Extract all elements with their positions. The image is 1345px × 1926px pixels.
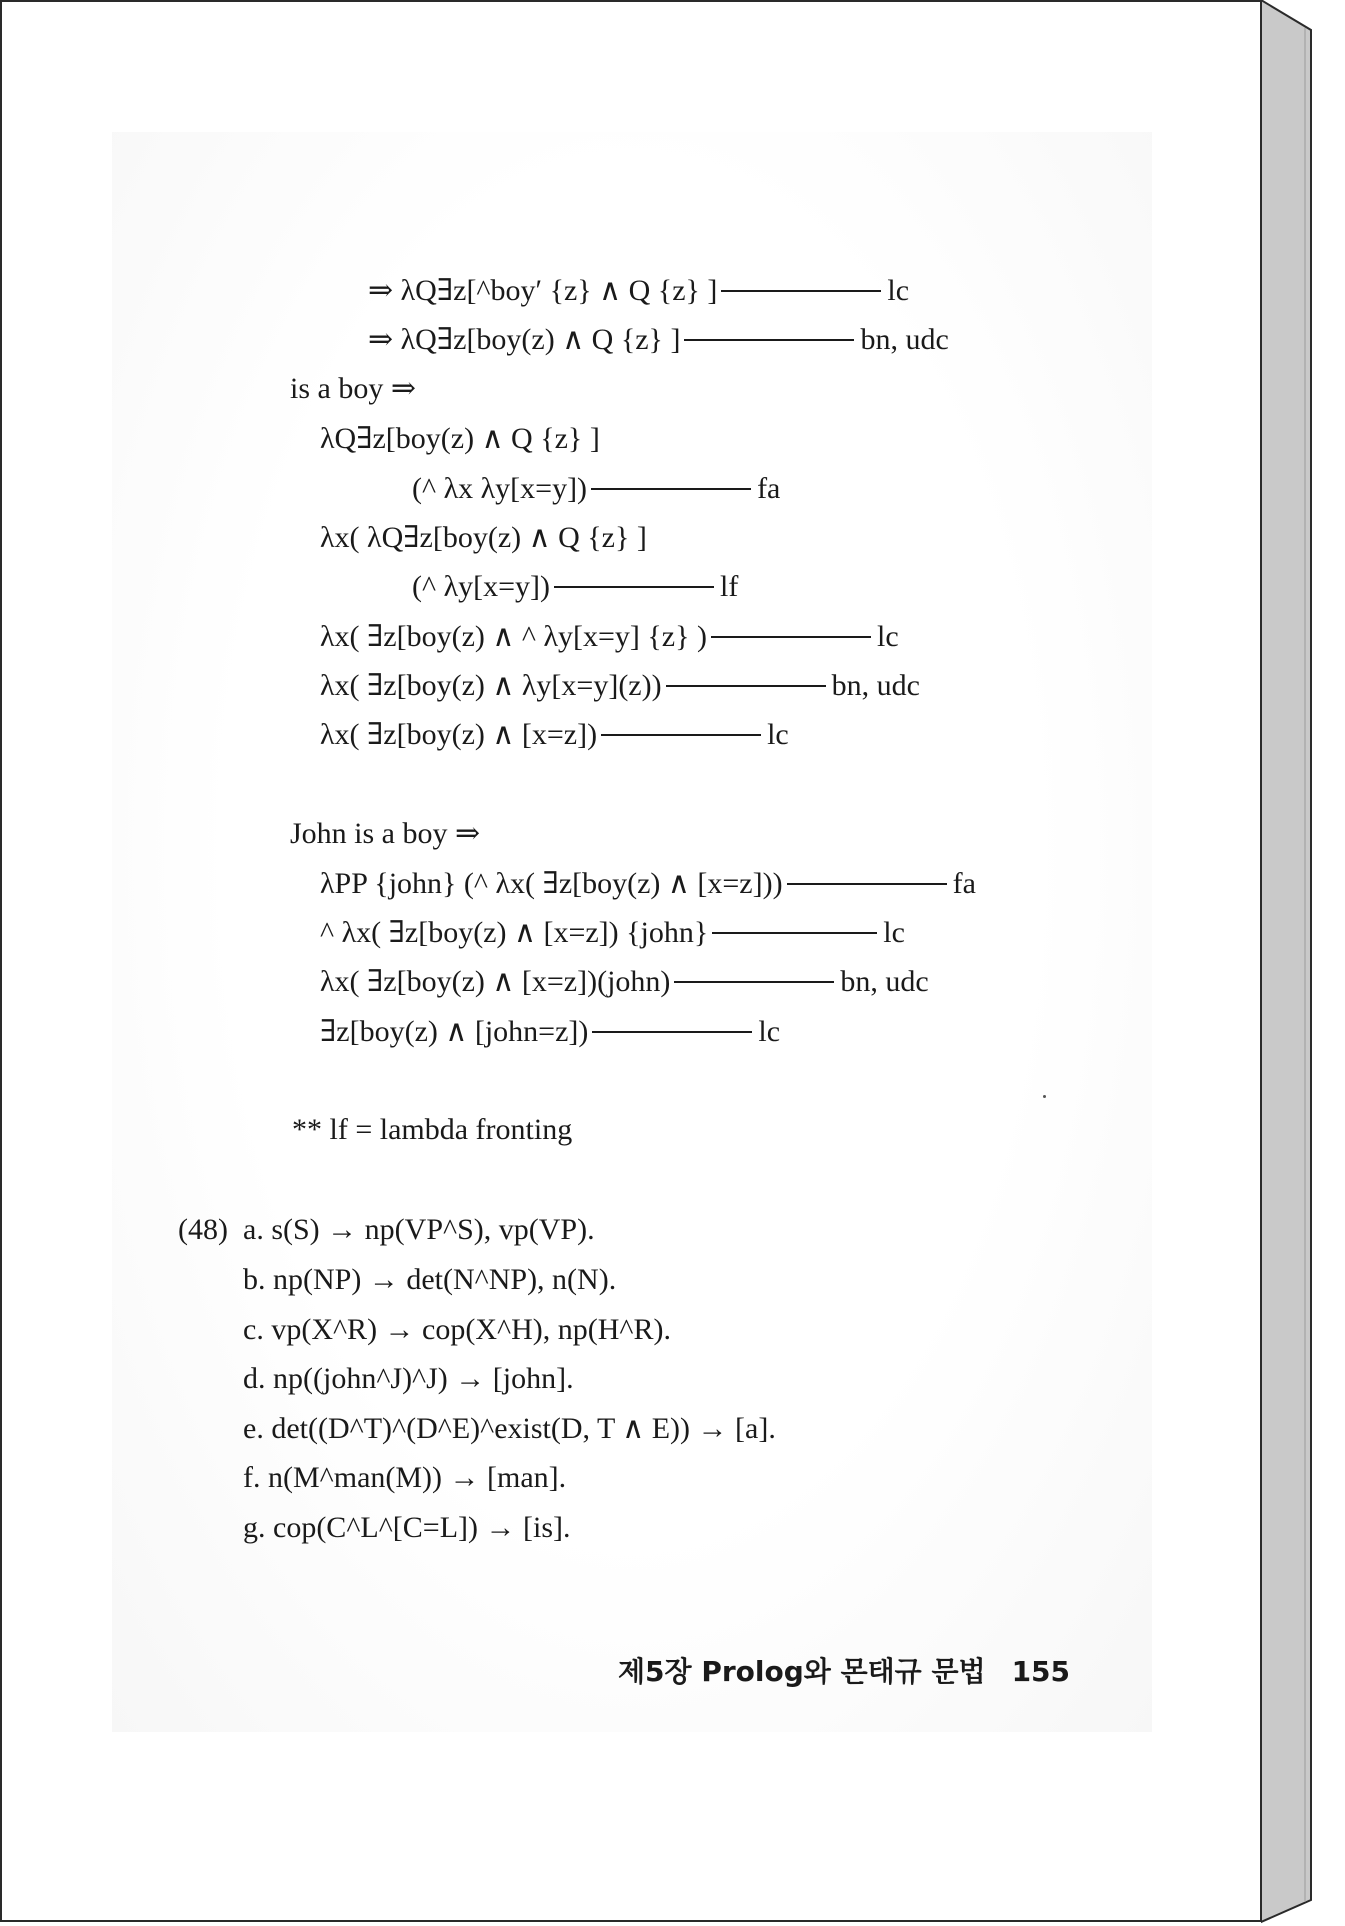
rule-item [243,1364,574,1394]
rule-item-text: det((D^T)^(D^E)^exist(D, T ∧ E)) → [a]. [271,1412,776,1445]
derivation-line [368,276,909,306]
derivation-line [320,622,899,652]
derivation-line [320,424,600,454]
rule-item [243,1414,776,1444]
scan-speck [1043,1095,1046,1098]
rule-leader [711,636,871,638]
rule-item [243,1513,571,1543]
footnote: ** lf = lambda fronting [292,1113,573,1146]
rule-item-label: e. [243,1412,264,1445]
page-number: 155 [1011,1655,1071,1688]
rule-leader [666,685,826,687]
rule-item-text: np(NP) → det(N^NP), n(N). [273,1263,617,1296]
derivation-line [320,671,920,701]
rule-item-text: vp(X^R) → cop(X^H), np(H^R). [271,1313,671,1346]
rule-item-text: n(M^man(M)) → [man]. [268,1461,567,1494]
rule-item-label: g. [243,1511,266,1544]
expression: ∃z[boy(z) ∧ [john=z]) [320,1015,589,1048]
expression: (^ λx λy[x=y]) [412,472,588,505]
rule-label: bn, udc [840,965,929,998]
rule-item-label: c. [243,1313,264,1346]
rule-label: fa [757,472,781,505]
rule-leader [554,586,714,588]
derivation-line [368,325,949,355]
rule-leader [712,932,877,934]
section-heading: is a boy ⇒ [290,372,416,405]
rule-item-label: a. [243,1213,264,1246]
rule-label: lc [758,1015,781,1048]
expression: λx( ∃z[boy(z) ∧ [x=z])(john) [320,965,671,998]
expression: λx( ∃z[boy(z) ∧ λy[x=y](z)) [320,669,662,702]
book-edge-graphic [1261,0,1345,1926]
expression: λQ∃z[boy(z) ∧ Q {z} ] [320,422,600,455]
rule-item-label: b. [243,1263,266,1296]
rule-item-text: s(S) → np(VP^S), vp(VP). [271,1213,595,1246]
rule-item [243,1315,671,1345]
rule-item-text: cop(C^L^[C=L]) → [is]. [273,1511,571,1544]
rule-label: bn, udc [831,669,920,702]
rule-leader [601,734,761,736]
rule-item-label: d. [243,1362,266,1395]
example-number: (48) [178,1213,228,1246]
derivation-line [320,967,929,997]
expression: (^ λy[x=y]) [412,570,551,603]
section-heading: John is a boy ⇒ [290,817,481,850]
expression: λx( ∃z[boy(z) ∧ [x=z]) [320,718,598,751]
expression: ⇒ λQ∃z[^boy′ {z} ∧ Q {z} ] [368,274,718,307]
rule-item-text: np((john^J)^J) → [john]. [273,1362,574,1395]
derivation-line [320,720,789,750]
rule-label: lc [767,718,789,751]
rule-label: lf [720,570,739,603]
derivation-line [320,1017,780,1047]
rule-leader [684,339,854,341]
rule-label: bn, udc [860,323,949,356]
derivation-line [320,918,905,948]
derivation-line [320,869,976,899]
expression: ^ λx( ∃z[boy(z) ∧ [x=z]) {john} [320,916,709,949]
rule-leader [592,1031,752,1033]
rule-leader [787,883,947,885]
rule-label: lc [887,274,910,307]
expression: ⇒ λQ∃z[boy(z) ∧ Q {z} ] [368,323,681,356]
expression: λx( λQ∃z[boy(z) ∧ Q {z} ] [320,521,647,554]
rule-label: fa [952,867,976,900]
rule-item [243,1463,566,1493]
rule-item [243,1215,595,1245]
expression: λPP {john} (^ λx( ∃z[boy(z) ∧ [x=z])) [320,867,783,900]
expression: λx( ∃z[boy(z) ∧ ^ λy[x=y] {z} ) [320,620,707,653]
rule-leader [591,488,751,490]
derivation-line [412,474,780,504]
derivation-line [320,523,647,553]
rule-leader [721,290,881,292]
rule-label: lc [883,916,905,949]
page-footer [618,1650,1070,1690]
derivation-line [412,572,738,602]
rule-item [243,1265,616,1295]
rule-label: lc [877,620,899,653]
rule-leader [674,981,834,983]
rule-item-label: f. [243,1461,261,1494]
chapter-title: 제5장 Prolog와 몬태규 문법 [618,1655,986,1688]
